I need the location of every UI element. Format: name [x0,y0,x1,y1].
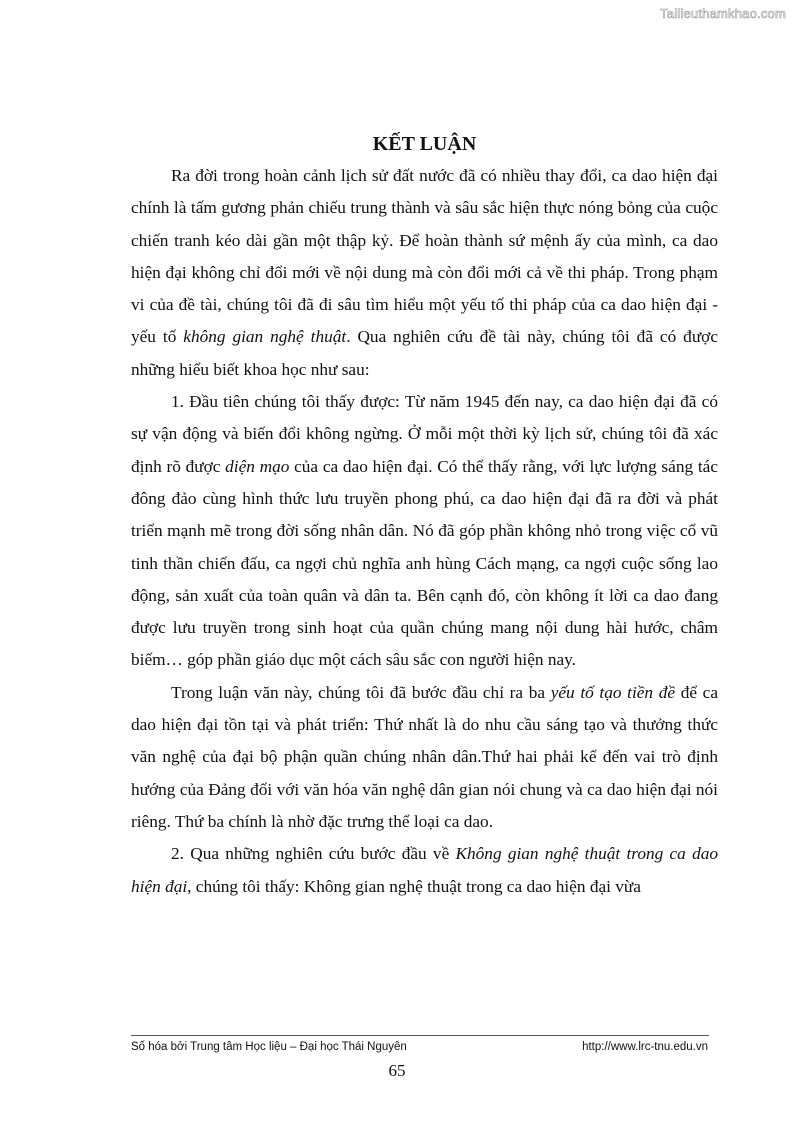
paragraph-text: . Qua nghiên cứu đề tài này, chúng tôi đã có được những hiểu biết khoa học như sau: [131,327,718,379]
italic-term: Không gian nghệ thuật trong ca dao hiện đại [131,844,718,896]
footer-url: http://www.lrc-tnu.edu.vn [582,1041,708,1053]
paragraph-text: Ra đời trong hoàn cảnh lịch sử đất nước đã có nhiều thay đổi, ca dao hiện đại chính là tấm gương phản chiếu trung thành và sâu sắc hiện thực nóng bỏng của cuộc chiến tranh kéo dài gần một thập kỷ. Để hoàn thành sứ mệnh ấy của mình, ca dao hiện đại không chỉ đổi mới về nội dung mà còn đổi mới cả về thi pháp. Trong phạm vi của đề tài, chúng tôi đã đi sâu tìm hiểu một yếu tố thi pháp của ca dao hiện đại - yếu tố [131,166,718,347]
paragraph-text: Trong luận văn này, chúng tôi đã bước đầu chỉ ra ba [171,682,551,702]
paragraph-text: của ca dao hiện đại. Có thể thấy rằng, với lực lượng sáng tác đông đảo cùng hình thức lưu truyền phong phú, ca dao hiện đại đã ra đời và phát triển mạnh mẽ trong đời sống nhân dân. Nó đã góp phần không nhỏ trong việc cổ vũ tinh thần chiến đấu, ca ngợi chủ nghĩa anh hùng Cách mạng, ca ngợi cuộc sống lao động, sản xuất của toàn quân và dân ta. Bên cạnh đó, còn không ít lời ca dao đang được lưu truyền trong sinh hoạt của quần chúng mang nội dung hài hước, châm biếm… góp phần giáo dục một cách sâu sắc con người hiện nay. [131,456,718,670]
watermark: Tailieuthamkhao.com [660,6,786,21]
page-title: KẾT LUẬN [372,133,477,155]
page-number: 65 [388,1061,406,1080]
italic-term: không gian nghệ thuật [183,327,347,347]
italic-term: diện mạo [225,456,290,476]
paragraph-point-2 [131,838,718,903]
paragraph-intro [131,160,718,386]
paragraph-premises [131,677,718,838]
paragraph-text: để ca dao hiện đại tồn tại và phát triển: Thứ nhất là do nhu cầu sáng tạo và thưởng thức văn nghệ của đại bộ phận quần chúng nhân dân.Thứ hai phải kể đến vai trò định hướng của Đảng đối với văn hóa văn nghệ dân gian nói chung và ca dao hiện đại nói riêng. Thứ ba chính là nhờ đặc trưng thể loại ca dao. [131,682,719,831]
paragraph-text: 2. Qua những nghiên cứu bước đầu về [171,844,456,864]
paragraph-text: 1. Đầu tiên chúng tôi thấy được: Từ năm 1945 đến nay, ca dao hiện đại đã có sự vận động và biến đổi không ngừng. Ở mỗi một thời kỳ lịch sử, chúng tôi đã xác định rõ được [131,392,718,476]
document-body [131,128,718,903]
italic-term: yếu tố tạo tiền đề [550,682,676,702]
footer-divider [131,1035,709,1036]
footer-credit: Số hóa bởi Trung tâm Học liệu – Đại học Thái Nguyên [131,1041,407,1053]
paragraph-text: , chúng tôi thấy: Không gian nghệ thuật trong ca dao hiện đại vừa [187,876,641,896]
paragraph-point-1 [131,386,718,677]
